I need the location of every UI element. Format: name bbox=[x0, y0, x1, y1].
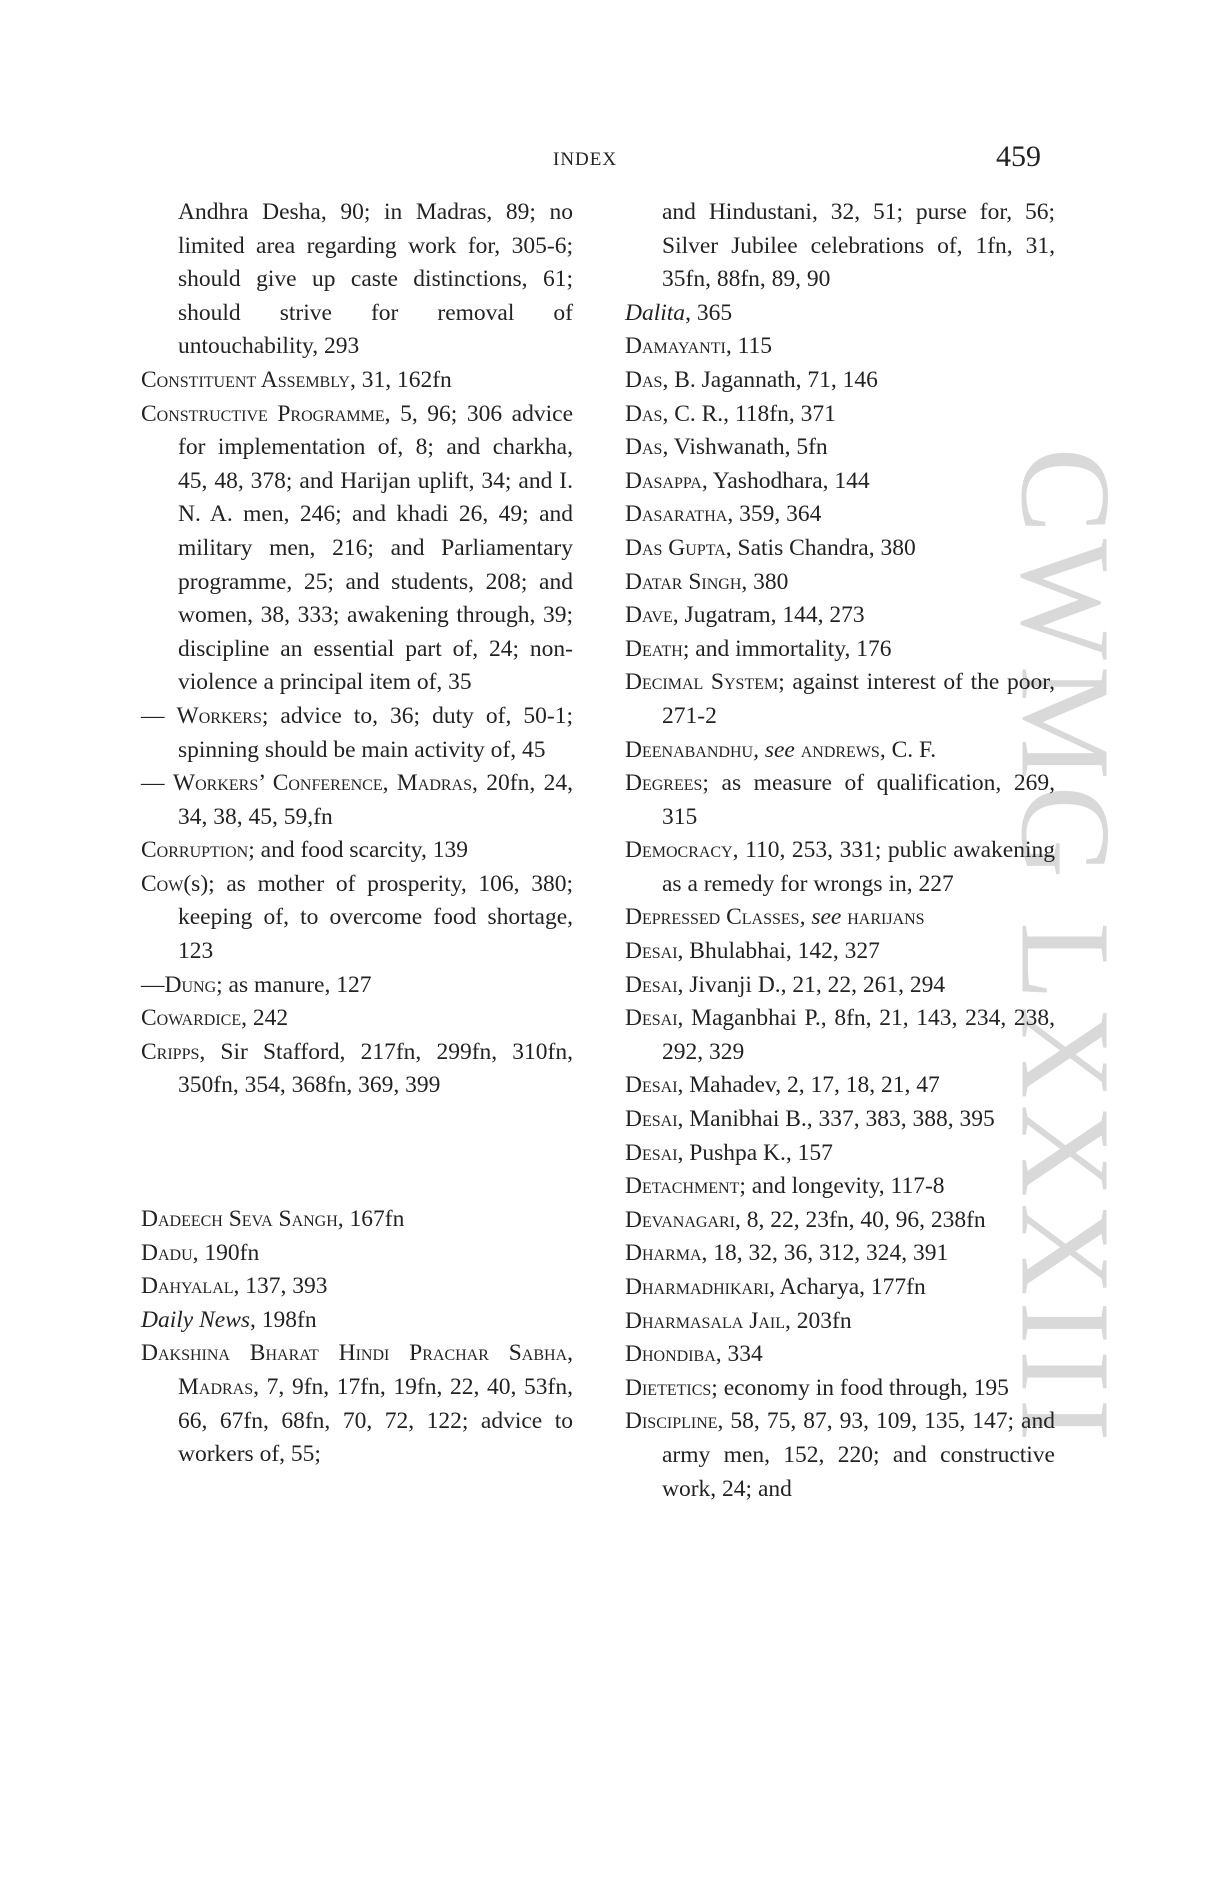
index-entry: Decimal System; against interest of the poor, 271-2 bbox=[625, 669, 1055, 729]
entry-heading: Desai bbox=[625, 971, 678, 998]
index-entry: Dasappa, Yashodhara, 144 bbox=[625, 467, 870, 494]
entry-heading: Degrees bbox=[625, 770, 703, 797]
index-entry: Cripps, Sir Stafford, 217fn, 299fn, 310fn, 350fn, 354, 368fn, 369, 399 bbox=[141, 1038, 573, 1099]
entry-heading: Depressed Classes bbox=[625, 904, 800, 931]
entry-heading: Dahyalal bbox=[141, 1273, 234, 1300]
entry-heading: Cripps bbox=[141, 1038, 200, 1065]
entry-heading: Dung bbox=[164, 971, 217, 998]
index-entry: Dahyalal, 137, 393 bbox=[141, 1273, 328, 1300]
index-entry: Degrees; as measure of qualification, 269, 315 bbox=[625, 770, 1055, 830]
entry-heading: Daily News bbox=[141, 1306, 251, 1333]
entry-heading: Cow bbox=[141, 870, 184, 897]
entry-heading: Democracy bbox=[625, 837, 733, 864]
index-entry: Damayanti, 115 bbox=[625, 333, 772, 360]
index-entry: Dharmasala Jail, 203fn bbox=[625, 1307, 852, 1334]
entry-heading: Desai bbox=[625, 1005, 678, 1032]
index-entry: Democracy, 110, 253, 331; public awakening as a remedy for wrongs in, 227 bbox=[625, 837, 1055, 897]
index-entry: Das Gupta, Satis Chandra, 380 bbox=[625, 534, 916, 561]
index-entry: Cowardice, 242 bbox=[141, 1005, 289, 1032]
entry-heading: Dhondiba bbox=[625, 1341, 716, 1368]
entry-heading: Constructive Programme bbox=[141, 400, 385, 427]
index-entry: Dietetics; economy in food through, 195 bbox=[625, 1374, 1009, 1401]
entry-heading: Datar Singh bbox=[625, 568, 742, 595]
entry-heading: Dharmasala Jail bbox=[625, 1307, 785, 1334]
entry-heading: Dadu bbox=[141, 1239, 193, 1266]
index-entry: Discipline, 58, 75, 87, 93, 109, 135, 147; and army men, 152, 220; and constructive work, 24; and bbox=[625, 1408, 1055, 1502]
index-entry: Desai, Mahadev, 2, 17, 18, 21, 47 bbox=[625, 1072, 940, 1099]
index-entry: Devanagari, 8, 22, 23fn, 40, 96, 238fn bbox=[625, 1206, 986, 1233]
entry-heading: Das bbox=[625, 366, 663, 393]
index-entry: Desai, Manibhai B., 337, 383, 388, 395 bbox=[625, 1106, 995, 1133]
index-entry: Desai, Maganbhai P., 8fn, 21, 143, 234, 238, 292, 329 bbox=[625, 1005, 1055, 1065]
index-entry: Detachment; and longevity, 117-8 bbox=[625, 1173, 945, 1200]
entry-heading: Damayanti bbox=[625, 333, 726, 360]
index-entry: and Hindustani, 32, 51; purse for, 56; Silver Jubilee celebrations of, 1fn, 31, 35fn, 88fn, 89, 90 bbox=[662, 199, 1055, 293]
index-entry: Desai, Jivanji D., 21, 22, 261, 294 bbox=[625, 971, 946, 998]
entry-heading: Workers’ Conference, Madras bbox=[172, 770, 472, 797]
left-column bbox=[141, 196, 573, 1472]
entry-heading: Dakshina Bharat Hindi Prachar Sabha, Madras bbox=[141, 1340, 573, 1400]
index-entry: Constituent Assembly, 31, 162fn bbox=[141, 366, 452, 393]
entry-heading: Detachment bbox=[625, 1173, 740, 1200]
index-entry: Daily News, 198fn bbox=[141, 1306, 317, 1333]
section-gap bbox=[141, 1103, 573, 1203]
index-entry: Dalita, 365 bbox=[625, 299, 733, 326]
entry-heading: Desai bbox=[625, 1072, 678, 1099]
entry-heading: Dasappa bbox=[625, 467, 702, 494]
index-entry: Dave, Jugatram, 144, 273 bbox=[625, 602, 865, 629]
entry-heading: Constituent Assembly bbox=[141, 366, 350, 393]
index-entry: Dasaratha, 359, 364 bbox=[625, 501, 822, 528]
index-entry: — Workers; advice to, 36; duty of, 50-1; spinning should be main activity of, 45 bbox=[141, 702, 573, 763]
index-entry: Constructive Programme, 5, 96; 306 advice for implementation of, 8; and charkha, 45, 48, 378; and Harijan uplift, 34; and I. N. A. men, 246; and khadi 26, 49; and military men, 216; and Parliamentary programme, 25; and students, 208; and women, 38, 333; awakening through, 39; discipline an essential part of, 24; non-violence a principal item of, 35 bbox=[141, 400, 573, 696]
entry-heading: Desai bbox=[625, 938, 678, 965]
entry-heading: Dietetics bbox=[625, 1374, 712, 1401]
index-entry: Cow(s); as mother of prosperity, 106, 380; keeping of, to overcome food shortage, 123 bbox=[141, 870, 573, 965]
cross-reference: andrews bbox=[800, 736, 880, 763]
running-head: INDEX bbox=[553, 149, 618, 170]
index-entry: Dharmadhikari, Acharya, 177fn bbox=[625, 1274, 926, 1300]
entry-heading: Corruption bbox=[141, 837, 249, 864]
right-column bbox=[625, 196, 1055, 1506]
index-entry: Desai, Bhulabhai, 142, 327 bbox=[625, 938, 880, 965]
entry-heading: Cowardice bbox=[141, 1005, 242, 1032]
entry-heading: Das bbox=[625, 400, 663, 427]
entry-heading: Dharma bbox=[625, 1240, 702, 1267]
entry-heading: Death bbox=[625, 635, 683, 662]
entry-heading: Dharmadhikari bbox=[625, 1274, 770, 1300]
index-entry: Dadeech Seva Sangh, 167fn bbox=[141, 1206, 405, 1233]
entry-heading: Discipline bbox=[625, 1408, 718, 1435]
entry-heading: Decimal System bbox=[625, 669, 779, 696]
index-entry: Dhondiba, 334 bbox=[625, 1341, 763, 1368]
index-entry: Deenabandhu, see andrews, C. F. bbox=[625, 736, 937, 763]
entry-heading: Desai bbox=[625, 1139, 678, 1166]
index-entry: Depressed Classes, see harijans bbox=[625, 904, 925, 931]
entry-heading: Dasaratha bbox=[625, 501, 728, 528]
entry-heading: Dalita bbox=[625, 299, 686, 326]
index-entry: Corruption; and food scarcity, 139 bbox=[141, 837, 468, 864]
index-entry: Dadu, 190fn bbox=[141, 1239, 260, 1266]
watermark-text: CWMG LXXXIII bbox=[994, 447, 1137, 1448]
entry-heading: Deenabandhu bbox=[625, 736, 754, 763]
index-entry: — Workers’ Conference, Madras, 20fn, 24, 34, 38, 45, 59,fn bbox=[141, 770, 574, 830]
entry-heading: Das Gupta bbox=[625, 534, 726, 561]
index-entry: Andhra Desha, 90; in Madras, 89; no limited area regarding work for, 305-6; should give up caste distinctions, 61; should strive for removal of untouchability, 293 bbox=[178, 199, 573, 360]
entry-heading: Dadeech Seva Sangh bbox=[141, 1206, 338, 1233]
entry-heading: Das bbox=[625, 434, 663, 461]
entry-heading: Devanagari bbox=[625, 1206, 736, 1233]
page-number: 459 bbox=[996, 140, 1041, 173]
index-entry: Desai, Pushpa K., 157 bbox=[625, 1139, 833, 1166]
cross-reference: harijans bbox=[847, 904, 925, 931]
index-entry: Dakshina Bharat Hindi Prachar Sabha, Madras, 7, 9fn, 17fn, 19fn, 22, 40, 53fn, 66, 67fn, 68fn, 70, 72, 122; advice to workers of, 55; bbox=[141, 1340, 573, 1468]
entry-heading: Workers bbox=[176, 702, 262, 729]
entry-heading: Dave bbox=[625, 602, 673, 629]
index-entry: —Dung; as manure, 127 bbox=[141, 971, 372, 998]
index-entry: Datar Singh, 380 bbox=[625, 568, 789, 595]
index-entry: Dharma, 18, 32, 36, 312, 324, 391 bbox=[625, 1240, 949, 1267]
index-entry: Das, Vishwanath, 5fn bbox=[625, 434, 828, 461]
index-entry: Death; and immortality, 176 bbox=[625, 635, 892, 662]
index-entry: Das, C. R., 118fn, 371 bbox=[625, 400, 836, 427]
entry-heading: Desai bbox=[625, 1106, 678, 1133]
index-entry: Das, B. Jagannath, 71, 146 bbox=[625, 366, 878, 393]
